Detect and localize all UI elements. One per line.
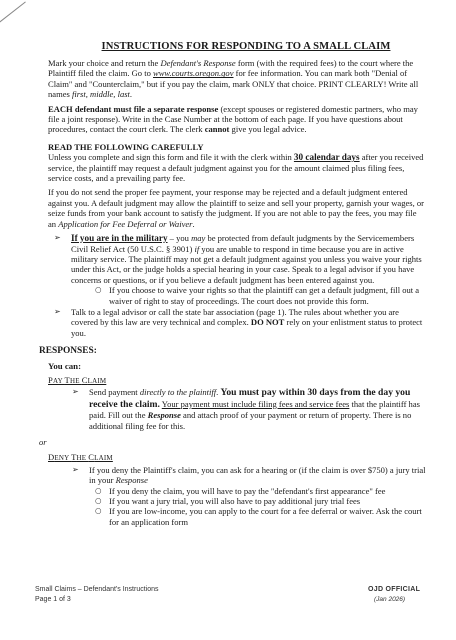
circle-bullet-icon: ○: [95, 485, 102, 495]
deny-sub-item: [95, 496, 426, 506]
deny-sub-item: [95, 506, 426, 527]
text: Unless you complete and sign this form and file it with the clerk within: [48, 152, 294, 163]
text: If you are low-income, you can apply to the court for a fee deferral or waiver. Ask the court for an application form: [109, 506, 422, 527]
text: Your payment must include filing fees and service fees: [161, 398, 350, 409]
scan-fold-mark: [0, 1, 26, 26]
text: Response: [147, 410, 181, 421]
text: form (with the required fees) to the court where the Plaintiff filed the claim. Go to: [48, 58, 414, 79]
footer-revision-date: (Jan 2026): [374, 595, 406, 603]
arrow-bullet-icon: ➢: [54, 233, 61, 243]
form-name: Defendant's Response: [160, 58, 236, 68]
footer-form-name: Small Claims – Defendant's Instructions: [35, 586, 159, 593]
text: .: [192, 218, 195, 229]
legal-advisor-bullet: [54, 307, 426, 338]
text: T: [71, 452, 77, 463]
page-title: INSTRUCTIONS FOR RESPONDING TO A SMALL CLAIM: [101, 41, 391, 52]
circle-bullet-icon: ○: [95, 506, 102, 516]
text: If you deny the claim, you will have to pay the "defendant's first appearance" fee: [109, 485, 386, 496]
text: ENY: [54, 454, 72, 463]
text: HE: [70, 376, 82, 385]
deny-sub-item: [95, 486, 426, 496]
text: D: [48, 452, 55, 463]
text: first, middle, last: [71, 89, 130, 100]
you-can-label: You can:: [48, 360, 81, 371]
responses-heading: RESPONSES:: [39, 346, 97, 357]
text: If you choose to waive your rights so that the plaintiff can get a default judgment, fill out a waiver of right to stay of proceedings. The court does not provide this form.: [109, 285, 420, 306]
text: LAIM: [87, 376, 107, 385]
text: and attach proof of your payment or return of property. There is no additional filing fee for this.: [89, 410, 412, 431]
text: directly to the plaintiff: [139, 387, 217, 398]
circle-bullet-icon: ○: [95, 285, 102, 295]
text: If you want a jury trial, you will also have to pay additional jury trial fees: [109, 496, 361, 507]
text: AY: [52, 376, 65, 385]
text: LAIM: [94, 454, 113, 463]
arrow-bullet-icon: ➢: [54, 306, 61, 316]
or-separator: or: [39, 437, 47, 447]
text: HE: [76, 454, 89, 463]
text: .: [216, 387, 221, 398]
text: (except spouses or registered domestic partners, who may file a joint response). Write in the Case Number at the bottom of each page. If you have questions about procedures, contact the court clerk. The clerk: [48, 103, 418, 135]
section-heading-read-carefully: READ THE FOLLOWING CAREFULLY: [48, 141, 204, 152]
text: that the plaintiff has paid. Fill out the: [89, 398, 420, 421]
text: be protected from default judgments by the Servicemembers Civil Relief Act (50 U.S.C. § 3901): [71, 233, 415, 254]
text: C: [81, 374, 88, 385]
circle-bullet-icon: ○: [95, 496, 102, 506]
text: may: [191, 233, 206, 244]
read-carefully-paragraph-2: [48, 187, 426, 229]
pay-the-claim-bullet: [72, 387, 426, 431]
deny-the-claim-heading: [48, 452, 426, 463]
footer-right: [368, 585, 420, 604]
text: If you deny the Plaintiff's claim, you can ask for a hearing or (if the claim is over $750) a jury trial in your: [89, 464, 426, 486]
military-sub-item: [95, 285, 426, 306]
text: after you received service, the plaintiff may request a default judgment against you for the amount claimed plus filing fees, service costs, and a prevailing party fee.: [48, 152, 424, 184]
form-name: Application for Fee Deferral or Waiver: [58, 218, 193, 229]
deny-the-claim-bullet: [72, 465, 426, 486]
pay-the-claim-heading: [48, 375, 426, 386]
arrow-bullet-icon: ➢: [72, 464, 79, 474]
text: give you legal advice.: [229, 124, 307, 135]
intro-paragraph-1: [48, 58, 426, 100]
page-content: [39, 41, 426, 527]
text: Response: [115, 475, 148, 486]
text: Mark your choice and return the: [48, 58, 161, 68]
text: Talk to a legal advisor or call the state bar association (page 1). The rules about whether you are covered by this law are very technical and complex.: [71, 306, 399, 328]
text: rely on your enlistment status to protect you.: [71, 317, 423, 338]
footer-left: [35, 585, 159, 604]
military-lead: If you are in the military: [71, 233, 168, 244]
payment-deadline-text: You must pay within 30 days from the day you receive the claim.: [89, 387, 411, 410]
text: for fee information. You can mark both "Denial of Claim" and "Counterclaim," but if you pay the claim, mark ONLY that choice. PRINT CLEARLY! Write all names: [48, 68, 419, 100]
courts-website-link[interactable]: www.courts.oregon.gov: [153, 68, 234, 79]
text: EACH defendant must file a separate response: [48, 103, 219, 114]
text: Send payment: [89, 387, 140, 398]
footer-official-label: OJD OFFICIAL: [368, 586, 421, 593]
footer-page-number: Page 1 of 3: [35, 595, 71, 603]
read-carefully-paragraph-1: [48, 152, 426, 183]
text: .: [129, 89, 133, 100]
text: C: [88, 452, 95, 463]
text: If you do not send the proper fee payment, your response may be rejected and a default judgment entered against you. A default judgment may allow the plaintiff to seize and sell your property, garnish your wages, or seize funds from your bank account to satisfy the judgment. If you are not able to pay the fees, you may file an: [48, 187, 424, 229]
deadline-text: 30 calendar days: [293, 152, 360, 163]
text: – you: [167, 233, 192, 244]
military-bullet: [54, 233, 426, 285]
text: P: [48, 374, 53, 385]
text: if: [194, 243, 200, 254]
text: DO NOT: [250, 317, 285, 328]
text: T: [64, 374, 70, 385]
text: you are unable to respond in time because you are in active military service. The plaintiff may not get a default judgment against you unless you waive your rights under this Act, or the judge holds a special hearing in your case. Speak to a legal advisor if you have concerns or questions, or if you believe a default judgment has been entered against you.: [71, 243, 422, 285]
arrow-bullet-icon: ➢: [72, 387, 79, 397]
intro-paragraph-2: [48, 104, 426, 135]
text: cannot: [204, 124, 230, 135]
